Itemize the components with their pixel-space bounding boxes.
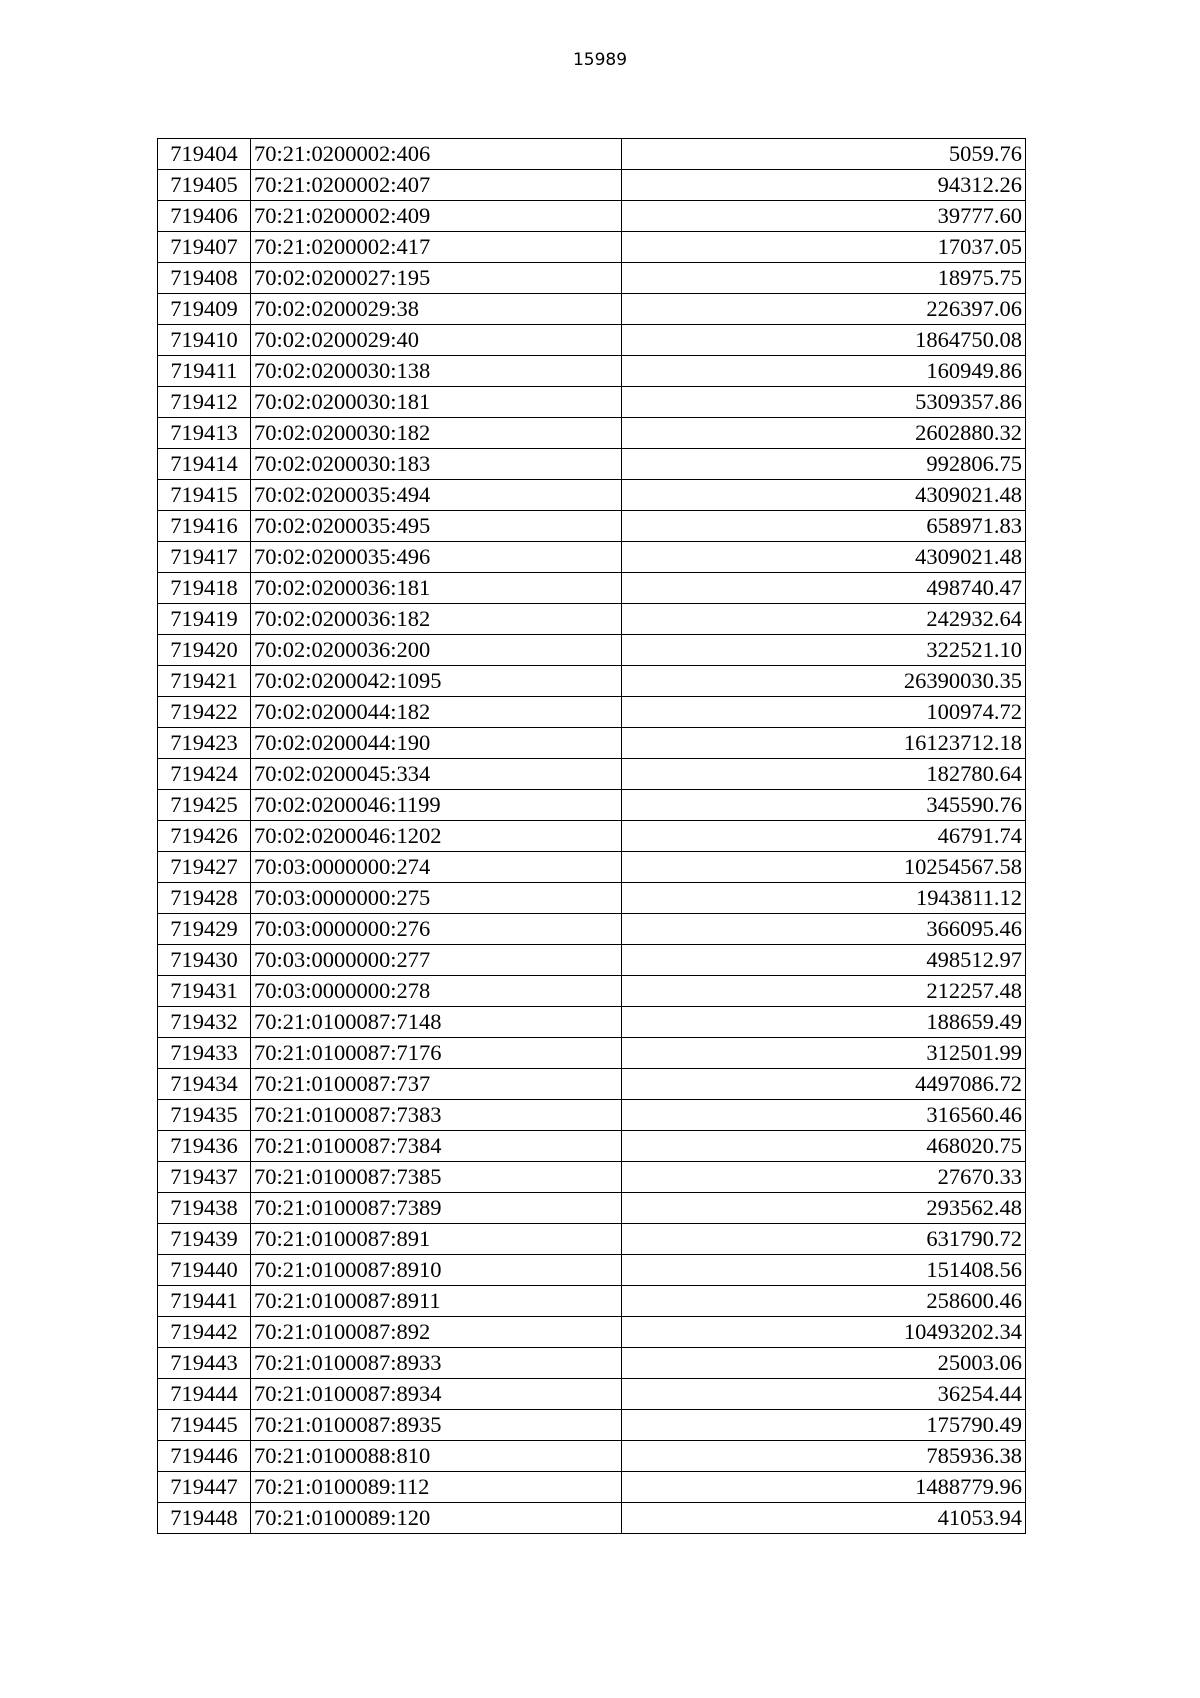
row-number-cell: 719433: [158, 1038, 251, 1069]
value-cell: 10254567.58: [622, 852, 1026, 883]
row-number-cell: 719429: [158, 914, 251, 945]
cadastral-number-cell: 70:21:0100087:7385: [251, 1162, 622, 1193]
row-number-cell: 719416: [158, 511, 251, 542]
cadastral-number-cell: 70:02:0200035:495: [251, 511, 622, 542]
value-cell: 293562.48: [622, 1193, 1026, 1224]
table-row: [158, 666, 1026, 697]
cadastral-number-cell: 70:02:0200035:494: [251, 480, 622, 511]
table-row: [158, 325, 1026, 356]
table-row: [158, 1503, 1026, 1534]
cadastral-number-cell: 70:02:0200030:138: [251, 356, 622, 387]
row-number-cell: 719441: [158, 1286, 251, 1317]
table-row: [158, 728, 1026, 759]
table-row: [158, 1317, 1026, 1348]
row-number-cell: 719407: [158, 232, 251, 263]
table-row: [158, 759, 1026, 790]
table-row: [158, 945, 1026, 976]
table-row: [158, 542, 1026, 573]
row-number-cell: 719415: [158, 480, 251, 511]
value-cell: 2602880.32: [622, 418, 1026, 449]
value-cell: 345590.76: [622, 790, 1026, 821]
row-number-cell: 719406: [158, 201, 251, 232]
cadastral-number-cell: 70:02:0200036:181: [251, 573, 622, 604]
table-row: [158, 1348, 1026, 1379]
cadastral-number-cell: 70:02:0200042:1095: [251, 666, 622, 697]
registry-table: [157, 138, 1026, 1534]
cadastral-number-cell: 70:21:0100087:8911: [251, 1286, 622, 1317]
cadastral-number-cell: 70:02:0200030:182: [251, 418, 622, 449]
value-cell: 4309021.48: [622, 480, 1026, 511]
cadastral-number-cell: 70:03:0000000:277: [251, 945, 622, 976]
value-cell: 36254.44: [622, 1379, 1026, 1410]
value-cell: 25003.06: [622, 1348, 1026, 1379]
cadastral-number-cell: 70:03:0000000:275: [251, 883, 622, 914]
cadastral-number-cell: 70:02:0200035:496: [251, 542, 622, 573]
table-row: [158, 852, 1026, 883]
row-number-cell: 719409: [158, 294, 251, 325]
value-cell: 366095.46: [622, 914, 1026, 945]
table-row: [158, 1410, 1026, 1441]
table-row: [158, 1131, 1026, 1162]
registry-table-body: [158, 139, 1026, 1534]
cadastral-number-cell: 70:21:0100087:7383: [251, 1100, 622, 1131]
table-row: [158, 170, 1026, 201]
table-row: [158, 1441, 1026, 1472]
value-cell: 498512.97: [622, 945, 1026, 976]
table-row: [158, 201, 1026, 232]
row-number-cell: 719418: [158, 573, 251, 604]
value-cell: 468020.75: [622, 1131, 1026, 1162]
cadastral-number-cell: 70:21:0100088:810: [251, 1441, 622, 1472]
row-number-cell: 719436: [158, 1131, 251, 1162]
row-number-cell: 719438: [158, 1193, 251, 1224]
table-row: [158, 1224, 1026, 1255]
row-number-cell: 719408: [158, 263, 251, 294]
cadastral-number-cell: 70:02:0200046:1202: [251, 821, 622, 852]
cadastral-number-cell: 70:21:0100087:8935: [251, 1410, 622, 1441]
value-cell: 27670.33: [622, 1162, 1026, 1193]
row-number-cell: 719405: [158, 170, 251, 201]
value-cell: 46791.74: [622, 821, 1026, 852]
row-number-cell: 719421: [158, 666, 251, 697]
value-cell: 498740.47: [622, 573, 1026, 604]
row-number-cell: 719413: [158, 418, 251, 449]
cadastral-number-cell: 70:02:0200027:195: [251, 263, 622, 294]
cadastral-number-cell: 70:21:0100089:120: [251, 1503, 622, 1534]
value-cell: 26390030.35: [622, 666, 1026, 697]
row-number-cell: 719435: [158, 1100, 251, 1131]
value-cell: 322521.10: [622, 635, 1026, 666]
table-row: [158, 1286, 1026, 1317]
cadastral-number-cell: 70:21:0100087:8933: [251, 1348, 622, 1379]
value-cell: 151408.56: [622, 1255, 1026, 1286]
value-cell: 992806.75: [622, 449, 1026, 480]
value-cell: 10493202.34: [622, 1317, 1026, 1348]
cadastral-number-cell: 70:21:0200002:417: [251, 232, 622, 263]
value-cell: 5309357.86: [622, 387, 1026, 418]
table-row: [158, 573, 1026, 604]
row-number-cell: 719430: [158, 945, 251, 976]
row-number-cell: 719434: [158, 1069, 251, 1100]
table-row: [158, 1100, 1026, 1131]
cadastral-number-cell: 70:21:0100087:7389: [251, 1193, 622, 1224]
table-row: [158, 449, 1026, 480]
value-cell: 1943811.12: [622, 883, 1026, 914]
cadastral-number-cell: 70:03:0000000:276: [251, 914, 622, 945]
row-number-cell: 719431: [158, 976, 251, 1007]
value-cell: 242932.64: [622, 604, 1026, 635]
table-row: [158, 263, 1026, 294]
value-cell: 258600.46: [622, 1286, 1026, 1317]
value-cell: 18975.75: [622, 263, 1026, 294]
row-number-cell: 719443: [158, 1348, 251, 1379]
row-number-cell: 719448: [158, 1503, 251, 1534]
cadastral-number-cell: 70:02:0200029:38: [251, 294, 622, 325]
table-row: [158, 418, 1026, 449]
cadastral-number-cell: 70:21:0100087:8910: [251, 1255, 622, 1286]
table-row: [158, 697, 1026, 728]
cadastral-number-cell: 70:02:0200036:182: [251, 604, 622, 635]
table-row: [158, 635, 1026, 666]
cadastral-number-cell: 70:02:0200029:40: [251, 325, 622, 356]
table-row: [158, 1162, 1026, 1193]
cadastral-number-cell: 70:21:0200002:407: [251, 170, 622, 201]
row-number-cell: 719411: [158, 356, 251, 387]
table-row: [158, 1472, 1026, 1503]
cadastral-number-cell: 70:21:0100087:891: [251, 1224, 622, 1255]
table-row: [158, 294, 1026, 325]
cadastral-number-cell: 70:21:0100087:7148: [251, 1007, 622, 1038]
table-row: [158, 604, 1026, 635]
value-cell: 1864750.08: [622, 325, 1026, 356]
value-cell: 312501.99: [622, 1038, 1026, 1069]
cadastral-number-cell: 70:03:0000000:274: [251, 852, 622, 883]
row-number-cell: 719442: [158, 1317, 251, 1348]
value-cell: 785936.38: [622, 1441, 1026, 1472]
value-cell: 212257.48: [622, 976, 1026, 1007]
table-row: [158, 1193, 1026, 1224]
cadastral-number-cell: 70:21:0100087:737: [251, 1069, 622, 1100]
table-row: [158, 1379, 1026, 1410]
table-row: [158, 387, 1026, 418]
cadastral-number-cell: 70:02:0200044:182: [251, 697, 622, 728]
table-row: [158, 511, 1026, 542]
value-cell: 16123712.18: [622, 728, 1026, 759]
row-number-cell: 719404: [158, 139, 251, 170]
row-number-cell: 719412: [158, 387, 251, 418]
cadastral-number-cell: 70:21:0200002:409: [251, 201, 622, 232]
value-cell: 1488779.96: [622, 1472, 1026, 1503]
value-cell: 182780.64: [622, 759, 1026, 790]
row-number-cell: 719414: [158, 449, 251, 480]
table-row: [158, 356, 1026, 387]
cadastral-number-cell: 70:21:0100087:7384: [251, 1131, 622, 1162]
table-row: [158, 232, 1026, 263]
table-row: [158, 1038, 1026, 1069]
row-number-cell: 719437: [158, 1162, 251, 1193]
row-number-cell: 719425: [158, 790, 251, 821]
value-cell: 175790.49: [622, 1410, 1026, 1441]
table-row: [158, 1255, 1026, 1286]
cadastral-number-cell: 70:21:0100087:7176: [251, 1038, 622, 1069]
table-row: [158, 139, 1026, 170]
value-cell: 100974.72: [622, 697, 1026, 728]
table-row: [158, 480, 1026, 511]
table-row: [158, 790, 1026, 821]
cadastral-number-cell: 70:21:0200002:406: [251, 139, 622, 170]
cadastral-number-cell: 70:03:0000000:278: [251, 976, 622, 1007]
cadastral-number-cell: 70:02:0200036:200: [251, 635, 622, 666]
row-number-cell: 719419: [158, 604, 251, 635]
cadastral-number-cell: 70:02:0200030:181: [251, 387, 622, 418]
cadastral-number-cell: 70:02:0200044:190: [251, 728, 622, 759]
row-number-cell: 719424: [158, 759, 251, 790]
cadastral-number-cell: 70:02:0200045:334: [251, 759, 622, 790]
row-number-cell: 719444: [158, 1379, 251, 1410]
cadastral-number-cell: 70:21:0100087:892: [251, 1317, 622, 1348]
value-cell: 4497086.72: [622, 1069, 1026, 1100]
table-row: [158, 976, 1026, 1007]
value-cell: 4309021.48: [622, 542, 1026, 573]
row-number-cell: 719423: [158, 728, 251, 759]
row-number-cell: 719410: [158, 325, 251, 356]
value-cell: 5059.76: [622, 139, 1026, 170]
row-number-cell: 719440: [158, 1255, 251, 1286]
row-number-cell: 719422: [158, 697, 251, 728]
value-cell: 94312.26: [622, 170, 1026, 201]
row-number-cell: 719426: [158, 821, 251, 852]
value-cell: 188659.49: [622, 1007, 1026, 1038]
cadastral-number-cell: 70:02:0200046:1199: [251, 790, 622, 821]
row-number-cell: 719447: [158, 1472, 251, 1503]
cadastral-number-cell: 70:21:0100087:8934: [251, 1379, 622, 1410]
table-row: [158, 1069, 1026, 1100]
cadastral-number-cell: 70:21:0100089:112: [251, 1472, 622, 1503]
value-cell: 226397.06: [622, 294, 1026, 325]
table-row: [158, 1007, 1026, 1038]
row-number-cell: 719446: [158, 1441, 251, 1472]
row-number-cell: 719428: [158, 883, 251, 914]
value-cell: 658971.83: [622, 511, 1026, 542]
row-number-cell: 719427: [158, 852, 251, 883]
value-cell: 17037.05: [622, 232, 1026, 263]
cadastral-number-cell: 70:02:0200030:183: [251, 449, 622, 480]
page-number: 15989: [572, 50, 628, 70]
table-row: [158, 821, 1026, 852]
row-number-cell: 719420: [158, 635, 251, 666]
value-cell: 631790.72: [622, 1224, 1026, 1255]
value-cell: 39777.60: [622, 201, 1026, 232]
value-cell: 316560.46: [622, 1100, 1026, 1131]
row-number-cell: 719417: [158, 542, 251, 573]
row-number-cell: 719445: [158, 1410, 251, 1441]
value-cell: 41053.94: [622, 1503, 1026, 1534]
row-number-cell: 719439: [158, 1224, 251, 1255]
value-cell: 160949.86: [622, 356, 1026, 387]
row-number-cell: 719432: [158, 1007, 251, 1038]
table-row: [158, 914, 1026, 945]
table-row: [158, 883, 1026, 914]
